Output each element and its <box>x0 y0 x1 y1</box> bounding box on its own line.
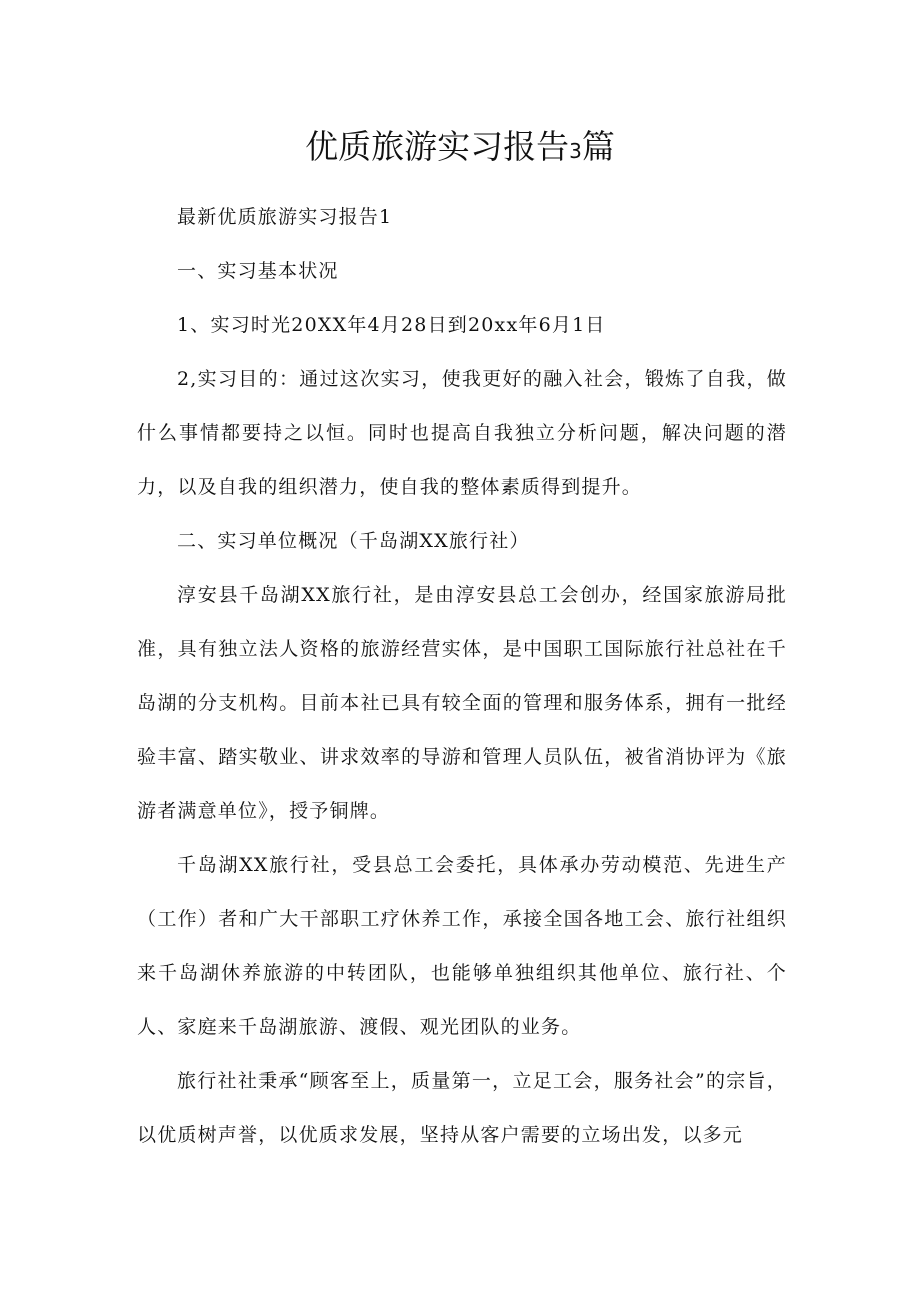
document-body <box>137 190 787 1162</box>
title-number: 3 <box>569 139 582 163</box>
report-subtitle: 最新优质旅游实习报告1 <box>177 206 393 228</box>
paragraph-time: 1、实习时光20XX年4月28日到20xx年6月1日 <box>177 314 606 336</box>
section-heading-basic: 一、实习基本状况 <box>177 260 339 282</box>
title-suffix: 篇 <box>581 127 615 166</box>
section-heading-unit: 二、实习单位概况（千岛湖XX旅行社） <box>177 530 530 552</box>
document-title <box>0 122 920 176</box>
paragraph-purpose: 2,实习目的：通过这次实习，使我更好的融入社会，锻炼了自我，做什么事情都要持之以恒。同时也提高自我独立分析问题，解决问题的潜力，以及自我的组织潜力，使自我的整体素质得到提升。 <box>137 368 787 498</box>
paragraph-unit-business: 千岛湖XX旅行社，受县总工会委托，具体承办劳动模范、先进生产（工作）者和广大干部职工疗休养工作，承接全国各地工会、旅行社组织来千岛湖休养旅游的中转团队，也能够单独组织其他单位、旅行社、个人、家庭来千岛湖旅游、渡假、观光团队的业务。 <box>137 854 787 1038</box>
paragraph-unit-tenet: 旅行社社秉承“顾客至上，质量第一，立足工会，服务社会”的宗旨，以优质树声誉，以优质求发展，坚持从客户需要的立场出发，以多元 <box>137 1070 787 1146</box>
title-text: 优质旅游实习报告 <box>305 127 570 166</box>
paragraph-unit-intro: 淳安县千岛湖XX旅行社，是由淳安县总工会创办，经国家旅游局批准，具有独立法人资格的旅游经营实体，是中国职工国际旅行社总社在千岛湖的分支机构。目前本社已具有较全面的管理和服务体系，拥有一批经验丰富、踏实敬业、讲求效率的导游和管理人员队伍，被省消协评为《旅游者满意单位》，授予铜牌。 <box>137 584 787 822</box>
